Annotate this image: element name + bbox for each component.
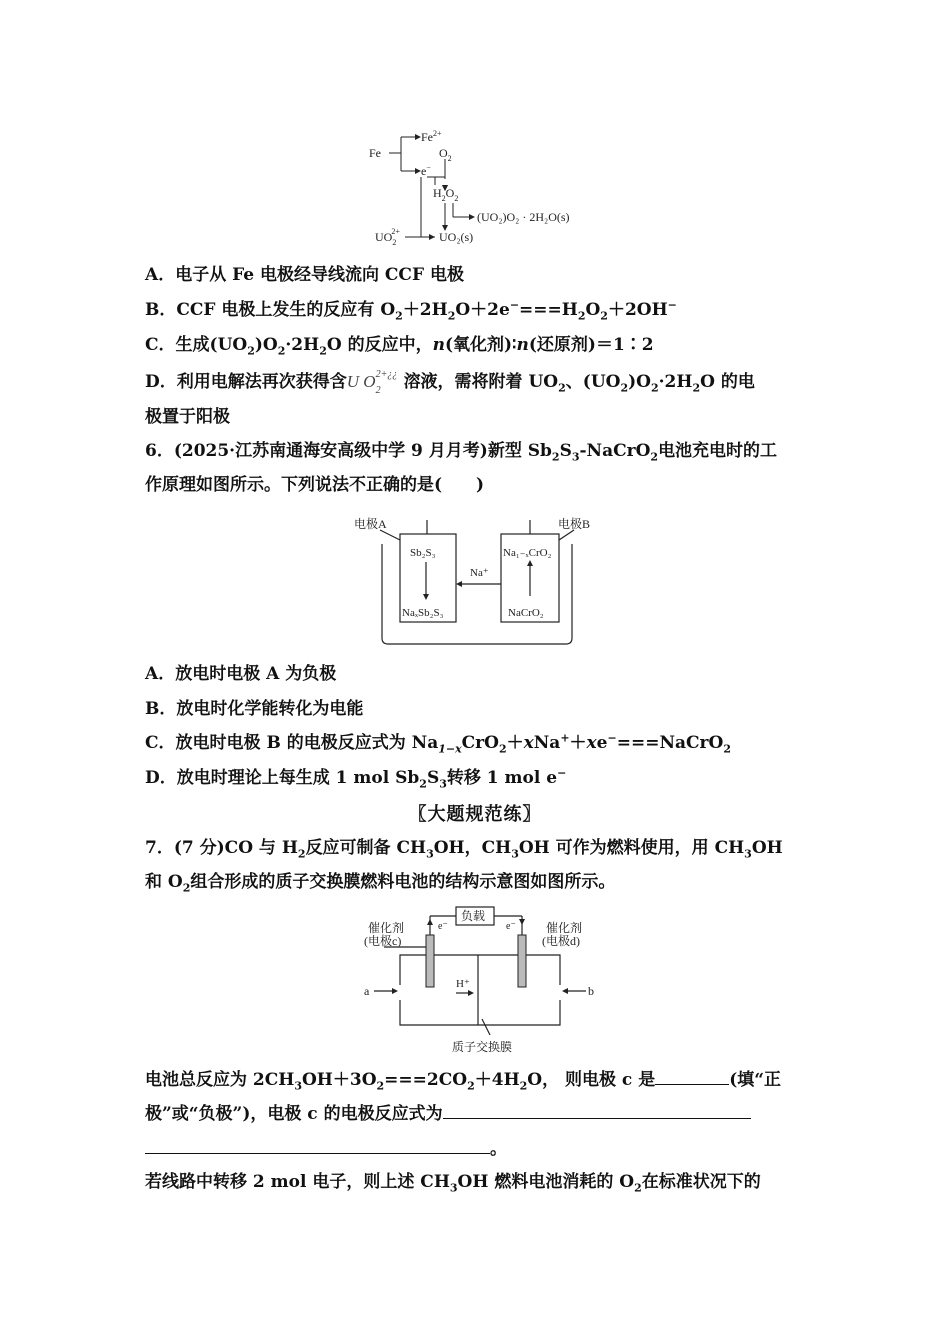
section-heading: 〖大题规范练〗 [408,804,542,825]
nacro2-label: NaCrO₂ [508,607,544,619]
e-left-label: e⁻ [438,921,448,932]
uo2s-label: UO₂(s) [439,230,474,244]
q6-stem-line1: 6．(2025·江苏南通海安高级中学 9 月月考)新型 $Sb_2S_3-NaCrO_2$电池充电时的工 [145,441,778,464]
membrane-label: 质子交换膜 [452,1040,513,1054]
h2o2-label: $H_2O_2$ [433,186,459,203]
q5-option-d-line1: D．利用电解法再次获得含U O 2+¿¿ 2 溶液，需将附着 $UO_2$、$(UO_2)O_2\cdot 2H_2O$ 的电 [145,369,755,396]
answer-blank-equation-1[interactable] [443,1100,751,1119]
q5-option-d-line2: 极置于阳极 [145,407,230,427]
electrode-b-label: 电极B [558,517,591,531]
inlet-b-label: b [588,984,594,998]
cat-c-line1: 催化剂 [368,921,405,935]
na1xcro2-label: Na₁₋ₓCrO₂ [503,547,552,559]
o2-label: $O_2$ [439,146,452,163]
product-label: (UO₂)O₂ · 2H₂O(s) [477,210,570,224]
q5-option-b: B．CCF 电极上发生的反应有 $O_2+2H_2O+2e^-===H_2O_2+2OH^-$ [145,298,677,323]
cat-d-line2: (电极d) [542,934,580,948]
q7-line3: 电池总反应为 $2CH_3OH+3O_2===2CO_2+4H_2O$， 则电极 c 是 (填“正 [145,1066,810,1092]
fe-label: Fe [369,146,381,160]
q6-option-a: A．放电时电极 A 为负极 [145,664,337,684]
answer-blank-electrode[interactable] [655,1066,729,1085]
inlet-a-label: a [364,984,370,998]
electrode-a-label: 电极A [354,517,387,531]
q7-line6: 若线路中转移 2 mol 电子，则上述 $CH_3OH$ 燃料电池消耗的 $O_2$在标准状况下的 [145,1172,761,1195]
q6-option-b: B．放电时化学能转化为电能 [145,699,364,719]
q6-option-c: C．放电时电极 B 的电极反应式为 $Na_{1-x}CrO_2+xNa^++xe^-===NaCrO_2$ [145,731,731,756]
electron-label: e− [421,163,431,178]
h-ion-label: H⁺ [456,978,470,990]
sb2s3-label: Sb₂S₃ [410,547,436,559]
cat-d-line1: 催化剂 [546,921,583,935]
battery-diagram [350,514,610,648]
naxsb2s3-label: NaₓSb₂S₃ [402,607,444,619]
q7-line5: 。 [145,1135,810,1161]
q6-option-d: D．放电时理论上每生成 1 mol $Sb_2S_3$转移 1 mol e− [145,766,567,791]
e-right-label: e⁻ [506,921,516,932]
q7-line4: 极”或“负极”)，电极 c 的电极反应式为 [145,1100,810,1126]
answer-blank-equation-2[interactable] [145,1135,490,1154]
q7-stem-line1: 7．(7 分)CO 与 $H_2$反应可制备 $CH_3OH$，$CH_3OH$ 可作为燃料使用，用 $CH_3OH$ [145,838,783,861]
fe2-label: $Fe^{2+}$ [421,129,442,144]
uo2-ion-label: $UO_22+$ [375,227,400,247]
reaction-scheme-diagram [365,125,595,250]
q5-option-c: C．生成$(UO_2)O_2\cdot 2H_2O$ 的反应中，n(氧化剂)∶n(还原剂)＝1∶2 [145,335,654,358]
cat-c-line2: (电极c) [364,934,402,948]
q6-stem-line2: 作原理如图所示。下列说法不正确的是( ) [145,475,485,495]
load-label: 负载 [461,909,486,923]
na-ion-label: Na⁺ [470,567,489,579]
q5-option-a: A．电子从 Fe 电极经导线流向 CCF 电极 [145,265,464,285]
q7-stem-line2: 和 $O_2$组合形成的质子交换膜燃料电池的结构示意图如图所示。 [145,872,616,895]
fuel-cell-diagram [360,905,600,1057]
